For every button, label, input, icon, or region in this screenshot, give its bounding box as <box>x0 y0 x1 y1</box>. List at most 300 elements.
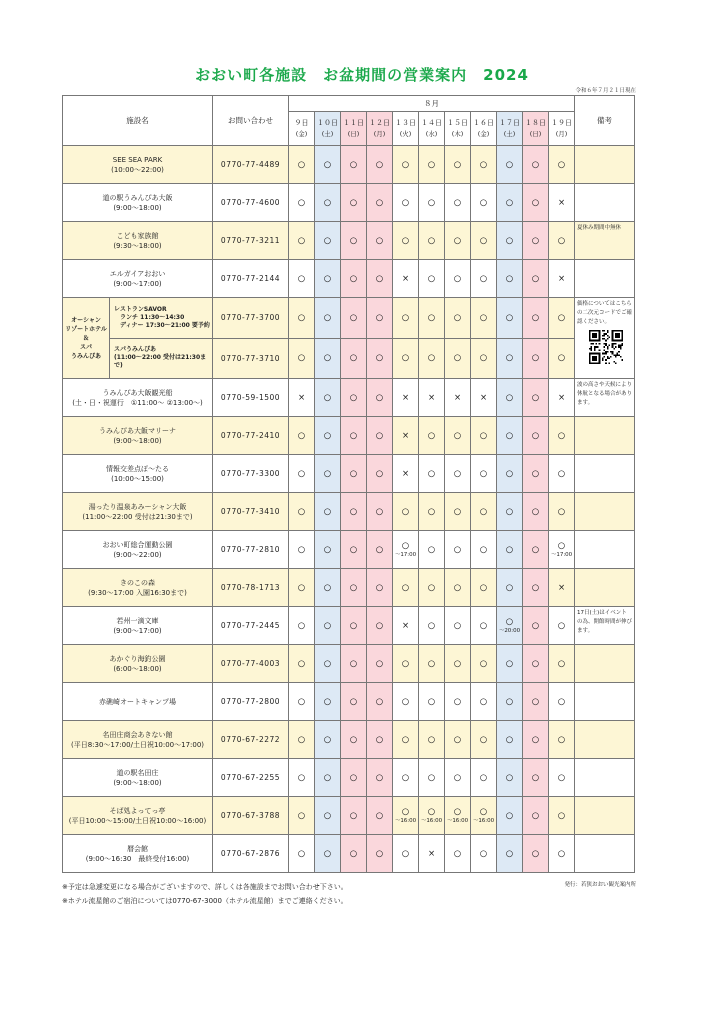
savor-line: ランチ 11:30～14:30 <box>114 313 185 321</box>
availability-mark: ○ <box>297 696 306 707</box>
remarks-cell: 波の高さや天候により休航となる場合があります。 <box>575 379 635 417</box>
availability-cell <box>549 184 575 222</box>
availability-mark: ○ <box>505 392 514 403</box>
availability-mark: ○ <box>323 810 332 821</box>
availability-mark: ○ <box>349 810 358 821</box>
availability-cell <box>523 569 549 607</box>
availability-cell <box>445 531 471 569</box>
availability-mark: × <box>427 392 436 403</box>
availability-mark: ○ <box>505 772 514 783</box>
qr-code-icon[interactable] <box>589 330 623 364</box>
availability-mark: × <box>557 197 566 208</box>
availability-mark: ○ <box>531 159 540 170</box>
availability-cell <box>367 797 393 835</box>
availability-mark: ○ <box>453 312 462 323</box>
availability-cell <box>315 531 341 569</box>
availability-cell <box>549 683 575 721</box>
facility-hours: (9:30～17:00 入園16:30まで) <box>88 588 187 597</box>
availability-cell <box>341 797 367 835</box>
availability-cell <box>341 222 367 260</box>
availability-mark: ○ <box>505 696 514 707</box>
remarks-cell: 夏休み期間中無休 <box>575 222 635 260</box>
availability-mark: × <box>401 392 410 403</box>
availability-cell <box>393 298 419 339</box>
availability-cell <box>289 455 315 493</box>
facility-name: こども家族館 <box>116 231 159 240</box>
availability-cell <box>471 759 497 797</box>
availability-mark: ○ <box>401 772 410 783</box>
day-number: １４日 <box>421 118 442 127</box>
availability-cell <box>419 797 445 835</box>
group-name-line: オーシャン <box>71 316 101 324</box>
facility-name-cell <box>63 222 213 260</box>
facility-name: うみんぴあ大飯マリーナ <box>99 426 176 435</box>
availability-cell <box>289 797 315 835</box>
availability-cell <box>393 759 419 797</box>
availability-cell <box>497 298 523 339</box>
availability-cell <box>549 417 575 455</box>
availability-cell <box>341 835 367 873</box>
availability-cell <box>341 298 367 339</box>
availability-mark: ○ <box>479 658 488 669</box>
availability-cell <box>549 379 575 417</box>
phone-number: 0770-77-3300 <box>213 455 289 493</box>
availability-mark: ○ <box>401 734 410 745</box>
availability-mark: ○ <box>349 392 358 403</box>
remarks-cell <box>575 531 635 569</box>
availability-cell <box>523 184 549 222</box>
availability-cell <box>471 493 497 531</box>
availability-mark: ○ <box>557 235 566 246</box>
availability-mark: ○ <box>401 848 410 859</box>
availability-cell <box>471 607 497 645</box>
availability-mark: ○ <box>375 658 384 669</box>
availability-cell <box>289 184 315 222</box>
availability-mark: ○ <box>323 430 332 441</box>
day-header <box>315 112 341 146</box>
availability-mark: ○ <box>349 772 358 783</box>
table-row <box>63 298 635 339</box>
availability-cell <box>497 417 523 455</box>
availability-cell <box>549 797 575 835</box>
availability-mark: ○ <box>323 235 332 246</box>
availability-mark: ○ <box>349 848 358 859</box>
day-header <box>367 112 393 146</box>
facility-name: 道の駅名田庄 <box>116 768 159 777</box>
table-row <box>63 683 635 721</box>
availability-mark: ○ <box>479 312 488 323</box>
weekday: (土) <box>321 129 334 138</box>
availability-mark: ○ <box>531 772 540 783</box>
availability-mark: ○ <box>557 658 566 669</box>
facility-name: 若州一滴文庫 <box>116 616 159 625</box>
availability-cell <box>367 835 393 873</box>
availability-cell <box>445 797 471 835</box>
remarks-cell <box>575 417 635 455</box>
availability-cell <box>445 569 471 607</box>
facility-name-cell <box>63 569 213 607</box>
availability-mark: ○ <box>479 273 488 284</box>
availability-mark: ○ <box>401 235 410 246</box>
availability-cell <box>289 607 315 645</box>
availability-cell <box>289 338 315 379</box>
availability-cell <box>497 493 523 531</box>
availability-mark: ○ <box>427 468 436 479</box>
availability-mark: ○ <box>453 582 462 593</box>
availability-mark: ○ <box>557 430 566 441</box>
availability-mark: ○ <box>427 772 436 783</box>
availability-cell <box>497 683 523 721</box>
availability-mark: ○ <box>401 582 410 593</box>
facility-name-cell <box>63 184 213 222</box>
availability-mark: ○ <box>505 273 514 284</box>
availability-mark: ○ <box>323 353 332 364</box>
facility-name: 道の駅うみんぴあ大飯 <box>102 193 173 202</box>
day-header <box>471 112 497 146</box>
savor-line: レストランSAVOR <box>114 305 167 313</box>
weekday: (金) <box>295 129 308 138</box>
availability-cell <box>497 569 523 607</box>
availability-cell <box>289 298 315 339</box>
availability-mark: ○ <box>505 468 514 479</box>
availability-cell <box>549 146 575 184</box>
availability-mark: ○ <box>453 159 462 170</box>
availability-mark: ○ <box>349 582 358 593</box>
availability-cell <box>289 222 315 260</box>
closing-time: ～17:00 <box>550 551 573 558</box>
availability-mark: ○ <box>349 273 358 284</box>
availability-cell <box>445 146 471 184</box>
table-row <box>63 607 635 645</box>
availability-mark: ○ <box>505 734 514 745</box>
availability-mark: ○ <box>557 159 566 170</box>
availability-cell <box>445 417 471 455</box>
phone-number: 0770-77-3700 <box>213 298 289 339</box>
availability-mark: ○ <box>531 353 540 364</box>
availability-cell <box>419 146 445 184</box>
weekday: (日) <box>529 129 542 138</box>
availability-mark: ○ <box>375 848 384 859</box>
availability-cell <box>367 455 393 493</box>
availability-cell <box>497 455 523 493</box>
availability-cell <box>289 683 315 721</box>
availability-mark: ○ <box>531 696 540 707</box>
day-number: １０日 <box>317 118 338 127</box>
remarks-cell <box>575 184 635 222</box>
availability-cell <box>445 298 471 339</box>
closing-time: ～17:00 <box>394 551 417 558</box>
availability-mark: × <box>479 392 488 403</box>
availability-mark: ○ <box>323 772 332 783</box>
availability-cell <box>341 645 367 683</box>
day-number: １６日 <box>473 118 494 127</box>
availability-cell <box>419 184 445 222</box>
availability-cell <box>549 493 575 531</box>
availability-mark: ○ <box>531 468 540 479</box>
availability-cell <box>419 417 445 455</box>
availability-cell <box>289 721 315 759</box>
availability-cell <box>419 569 445 607</box>
availability-mark: ○ <box>453 658 462 669</box>
availability-cell <box>315 298 341 339</box>
availability-mark: ○ <box>349 734 358 745</box>
availability-cell <box>315 835 341 873</box>
availability-mark: ○ <box>375 810 384 821</box>
facility-name-cell <box>63 797 213 835</box>
facility-name: 赤礁崎オートキャンプ場 <box>99 697 176 706</box>
phone-number: 0770-77-3211 <box>213 222 289 260</box>
availability-cell <box>445 493 471 531</box>
availability-mark: ○ <box>375 620 384 631</box>
availability-mark: ○ <box>427 312 436 323</box>
remarks-cell <box>575 835 635 873</box>
availability-mark: ○ <box>505 582 514 593</box>
availability-cell <box>341 184 367 222</box>
availability-cell <box>419 493 445 531</box>
availability-mark: ○ <box>323 582 332 593</box>
remarks-cell <box>575 797 635 835</box>
availability-cell <box>523 683 549 721</box>
availability-mark: ○ <box>531 620 540 631</box>
availability-cell <box>315 683 341 721</box>
month-header: ８月 <box>289 96 575 112</box>
table-row <box>63 417 635 455</box>
availability-cell <box>419 607 445 645</box>
availability-mark: ○ <box>453 353 462 364</box>
availability-cell <box>549 835 575 873</box>
weekday: (金) <box>477 129 490 138</box>
availability-mark: × <box>453 392 462 403</box>
availability-mark: ○ <box>479 620 488 631</box>
availability-cell <box>341 417 367 455</box>
table-row <box>63 455 635 493</box>
weekday: (土) <box>503 129 516 138</box>
availability-cell <box>393 493 419 531</box>
availability-mark: ○ <box>505 235 514 246</box>
availability-mark: ○ <box>297 772 306 783</box>
availability-cell <box>497 531 523 569</box>
availability-cell <box>367 260 393 298</box>
phone-number: 0770-78-1713 <box>213 569 289 607</box>
availability-mark: ○ <box>349 696 358 707</box>
facility-name: エルガイアおおい <box>109 269 166 278</box>
availability-cell <box>419 455 445 493</box>
closing-time: ～16:00 <box>420 817 443 824</box>
availability-mark: ○ <box>531 848 540 859</box>
availability-cell <box>445 184 471 222</box>
weekday: (水) <box>425 129 438 138</box>
table-row <box>63 759 635 797</box>
availability-mark: ○ <box>453 696 462 707</box>
availability-cell <box>445 645 471 683</box>
availability-mark: ○ <box>453 734 462 745</box>
facility-name-cell <box>63 645 213 683</box>
facility-name-cell <box>63 146 213 184</box>
availability-mark: ○ <box>557 506 566 517</box>
availability-mark: ○ <box>297 582 306 593</box>
availability-mark: ○ <box>401 312 410 323</box>
day-header <box>549 112 575 146</box>
availability-mark: ○ <box>375 312 384 323</box>
availability-cell <box>419 379 445 417</box>
availability-cell <box>497 721 523 759</box>
availability-mark: ○ <box>323 848 332 859</box>
day-header <box>289 112 315 146</box>
facility-name: 湯ったり温泉あみーシャン大飯 <box>88 502 187 511</box>
phone-number: 0770-67-2255 <box>213 759 289 797</box>
availability-cell <box>315 759 341 797</box>
availability-cell <box>341 146 367 184</box>
facility-hours: (平日10:00～15:00/土日祝10:00～16:00) <box>68 816 207 825</box>
availability-mark: × <box>401 430 410 441</box>
availability-mark: ○ <box>427 734 436 745</box>
availability-mark: ○ <box>479 235 488 246</box>
availability-cell <box>471 683 497 721</box>
availability-mark: ○ <box>349 658 358 669</box>
availability-mark: ○ <box>427 696 436 707</box>
availability-mark: ○ <box>401 506 410 517</box>
availability-cell <box>445 759 471 797</box>
availability-cell <box>367 683 393 721</box>
facility-hours: (9:00～17:00) <box>113 279 162 288</box>
availability-mark: ○ <box>349 468 358 479</box>
facility-header: 施設名 <box>63 96 213 146</box>
availability-cell <box>315 569 341 607</box>
table-row <box>63 721 635 759</box>
savor-line: ディナー 17:30～21:00 要予約 <box>114 321 210 329</box>
availability-cell <box>523 607 549 645</box>
availability-mark: ○ <box>297 468 306 479</box>
availability-mark: ○ <box>479 848 488 859</box>
availability-cell <box>341 683 367 721</box>
availability-mark: ○ <box>375 696 384 707</box>
availability-cell <box>367 298 393 339</box>
availability-mark: ○ <box>505 430 514 441</box>
availability-cell <box>471 379 497 417</box>
availability-mark: ○ <box>349 544 358 555</box>
availability-mark: ○ <box>479 806 488 817</box>
availability-cell <box>549 338 575 379</box>
availability-cell <box>315 379 341 417</box>
availability-mark: ○ <box>375 582 384 593</box>
phone-number: 0770-77-4003 <box>213 645 289 683</box>
availability-mark: ○ <box>323 696 332 707</box>
availability-cell <box>419 222 445 260</box>
availability-cell <box>523 379 549 417</box>
availability-cell <box>497 222 523 260</box>
availability-cell <box>289 260 315 298</box>
availability-mark: ○ <box>557 620 566 631</box>
availability-mark: ○ <box>557 810 566 821</box>
weekday: (火) <box>399 129 412 138</box>
availability-mark: ○ <box>505 810 514 821</box>
facility-name-cell <box>63 759 213 797</box>
remarks-cell <box>575 759 635 797</box>
table-row <box>63 645 635 683</box>
facility-name: 情報交差点ぽ～たる <box>106 464 169 473</box>
table-row <box>63 797 635 835</box>
availability-cell <box>341 260 367 298</box>
availability-cell <box>419 338 445 379</box>
availability-cell <box>289 379 315 417</box>
availability-cell <box>341 455 367 493</box>
availability-mark: ○ <box>297 235 306 246</box>
availability-mark: ○ <box>297 312 306 323</box>
availability-mark: ○ <box>427 430 436 441</box>
availability-cell <box>393 455 419 493</box>
availability-cell <box>393 184 419 222</box>
facility-name-cell <box>63 721 213 759</box>
facility-hours: (9:00～22:00) <box>113 550 162 559</box>
availability-mark: ○ <box>427 620 436 631</box>
phone-number: 0770-77-2810 <box>213 531 289 569</box>
facility-hours: (9:00～18:00) <box>113 778 162 787</box>
availability-mark: ○ <box>427 159 436 170</box>
remarks-text: 価格についてはこちらの二次元コードでご確認ください。 <box>577 301 633 325</box>
availability-cell <box>497 379 523 417</box>
availability-mark: ○ <box>349 620 358 631</box>
availability-mark: ○ <box>323 544 332 555</box>
availability-mark: ○ <box>297 506 306 517</box>
availability-cell <box>471 260 497 298</box>
availability-cell <box>419 683 445 721</box>
day-number: １８日 <box>525 118 546 127</box>
availability-mark: ○ <box>375 506 384 517</box>
availability-cell <box>341 759 367 797</box>
phone-number: 0770-67-2272 <box>213 721 289 759</box>
availability-mark: ○ <box>349 312 358 323</box>
facility-hours: (9:00～18:00) <box>113 203 162 212</box>
availability-cell <box>289 645 315 683</box>
availability-cell <box>419 260 445 298</box>
availability-mark: ○ <box>427 544 436 555</box>
facility-name: おおい町総合運動公園 <box>102 540 173 549</box>
facility-hours: (平日8:30～17:00/土日祝10:00～17:00) <box>70 740 205 749</box>
availability-cell <box>289 531 315 569</box>
remarks-cell <box>575 645 635 683</box>
facility-hours: (9:00～18:00) <box>113 436 162 445</box>
facility-name: 名田庄商会あきない館 <box>102 730 173 739</box>
availability-mark: ○ <box>505 159 514 170</box>
availability-cell <box>523 721 549 759</box>
remarks-cell <box>575 146 635 184</box>
availability-cell <box>549 607 575 645</box>
availability-mark: ○ <box>323 468 332 479</box>
phone-number: 0770-77-2800 <box>213 683 289 721</box>
availability-cell <box>523 146 549 184</box>
availability-cell <box>523 222 549 260</box>
availability-mark: ○ <box>323 159 332 170</box>
availability-cell <box>497 146 523 184</box>
availability-mark: ○ <box>375 159 384 170</box>
availability-cell <box>497 645 523 683</box>
availability-mark: ○ <box>427 353 436 364</box>
availability-cell <box>341 569 367 607</box>
day-number: １３日 <box>395 118 416 127</box>
table-row <box>63 260 635 298</box>
availability-mark: ○ <box>453 430 462 441</box>
availability-cell <box>549 455 575 493</box>
remarks-header: 備考 <box>575 96 635 146</box>
availability-cell <box>393 417 419 455</box>
table-row <box>63 184 635 222</box>
facility-name-cell <box>63 493 213 531</box>
availability-cell <box>549 721 575 759</box>
availability-mark: ○ <box>479 353 488 364</box>
availability-mark: ○ <box>349 235 358 246</box>
availability-cell <box>315 184 341 222</box>
availability-cell <box>393 531 419 569</box>
